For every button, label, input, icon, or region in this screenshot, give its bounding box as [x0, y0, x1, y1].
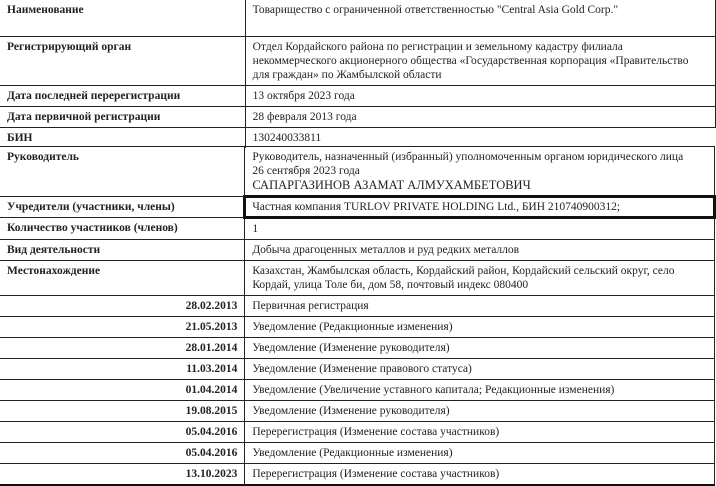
event-date: 21.05.2013: [0, 317, 245, 338]
event-text: Уведомление (Увеличение уставного капитала; Редакционные изменения): [245, 380, 715, 401]
founders-label: Учредители (участники, члены): [0, 197, 245, 218]
members-count-value: 1: [245, 218, 715, 240]
activity-value: Добыча драгоценных металлов и руд редких металлов: [245, 240, 715, 261]
bin-label: БИН: [0, 128, 245, 149]
bin-value: 130240033811: [245, 128, 715, 149]
activity-label: Вид деятельности: [0, 240, 245, 261]
members-count-label: Количество участников (членов): [0, 218, 245, 240]
event-text: Уведомление (Редакционные изменения): [245, 443, 715, 464]
company-info-table: [0, 0, 716, 148]
row-name: [0, 0, 716, 37]
event-text: Уведомление (Изменение правового статуса): [245, 359, 715, 380]
first-reg-value: 28 февраля 2013 года: [245, 107, 715, 128]
row-location: [0, 261, 715, 296]
event-text: Уведомление (Изменение руководителя): [245, 338, 715, 359]
head-appointment: Руководитель, назначенный (избранный) уполномоченным органом юридического лица: [252, 151, 684, 163]
event-date: 11.03.2014: [0, 359, 245, 380]
event-date: 05.04.2016: [0, 422, 245, 443]
location-label: Местонахождение: [0, 261, 245, 296]
row-bin: [0, 128, 716, 149]
event-row: [0, 296, 715, 317]
event-row: [0, 464, 715, 486]
event-row: [0, 317, 715, 338]
row-registrar: [0, 37, 716, 86]
head-label: Руководитель: [0, 147, 245, 197]
event-text: Уведомление (Редакционные изменения): [245, 317, 715, 338]
event-row: [0, 401, 715, 422]
event-text: Перерегистрация (Изменение состава участников): [245, 422, 715, 443]
event-row: [0, 443, 715, 464]
row-members-count: [0, 218, 715, 240]
event-text: Первичная регистрация: [245, 296, 715, 317]
name-value: Товарищество с ограниченной ответственностью "Central Asia Gold Corp.": [245, 0, 715, 37]
event-row: [0, 422, 715, 443]
last-rereg-label: Дата последней перерегистрации: [0, 86, 245, 107]
founders-value: Частная компания TURLOV PRIVATE HOLDING Ltd., БИН 210740900312;: [245, 197, 715, 218]
event-date: 28.02.2013: [0, 296, 245, 317]
row-founders: [0, 197, 715, 218]
last-rereg-value: 13 октября 2023 года: [245, 86, 715, 107]
head-value: [245, 147, 715, 197]
event-row: [0, 338, 715, 359]
head-name: САПАРГАЗИНОВ АЗАМАТ АЛМУХАМБЕТОВИЧ: [252, 178, 531, 192]
event-date: 05.04.2016: [0, 443, 245, 464]
event-row: [0, 359, 715, 380]
first-reg-label: Дата первичной регистрации: [0, 107, 245, 128]
company-details-table: [0, 146, 716, 486]
event-text: Уведомление (Изменение руководителя): [245, 401, 715, 422]
event-date: 28.01.2014: [0, 338, 245, 359]
registrar-value: Отдел Кордайского района по регистрации и земельному кадастру филиала некоммерческого акционерного общества «Государственная корпорация «Правительство для граждан» по Жамбылской области: [245, 37, 715, 86]
row-activity: [0, 240, 715, 261]
event-date: 13.10.2023: [0, 464, 245, 486]
row-head: [0, 147, 715, 197]
event-text: Перерегистрация (Изменение состава участников): [245, 464, 715, 486]
location-value: Казахстан, Жамбылская область, Кордайский район, Кордайский сельский округ, село Кордай, улица Толе би, дом 58, почтовый индекс 080400: [245, 261, 715, 296]
event-date: 01.04.2014: [0, 380, 245, 401]
head-date: 26 сентября 2023 года: [252, 165, 360, 177]
event-date: 19.08.2015: [0, 401, 245, 422]
row-last-rereg: [0, 86, 716, 107]
event-row: [0, 380, 715, 401]
row-first-reg: [0, 107, 716, 128]
name-label: Наименование: [0, 0, 245, 37]
registrar-label: Регистрирующий орган: [0, 37, 245, 86]
